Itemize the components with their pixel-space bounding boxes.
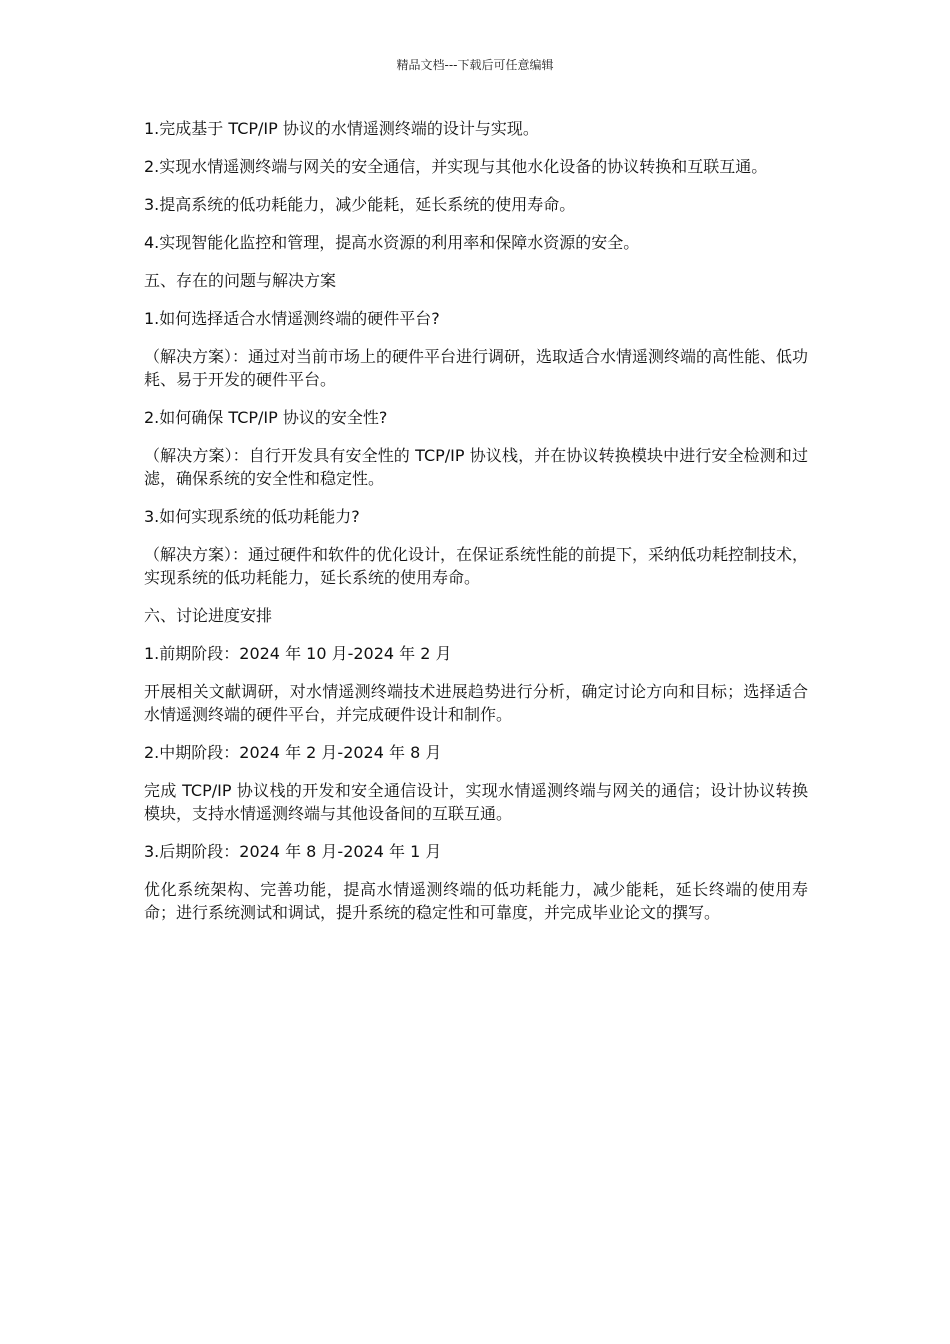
solution-2: （解决方案）：自行开发具有安全性的 TCP/IP 协议栈，并在协议转换模块中进行安全检测和过滤，确保系统的安全性和稳定性。 [144,446,808,488]
list-item-goal-4: 4.实现智能化监控和管理，提高水资源的利用率和保障水资源的安全。 [144,233,640,252]
page-header: 精品文档---下载后可任意编辑 [396,58,554,72]
solution-3: （解决方案）：通过硬件和软件的优化设计，在保证系统性能的前提下，采纳低功耗控制技术，实现系统的低功耗能力，延长系统的使用寿命。 [144,545,809,587]
phase-3-description: 优化系统架构、完善功能，提高水情遥测终端的低功耗能力，减少能耗，延长终端的使用寿命；进行系统测试和调试，提升系统的稳定性和可靠度，并完成毕业论文的撰写。 [144,880,808,922]
solution-1: （解决方案）：通过对当前市场上的硬件平台进行调研，选取适合水情遥测终端的高性能、低功耗、易于开发的硬件平台。 [144,347,809,389]
phase-2-title: 2.中期阶段：2024 年 2 月-2024 年 8 月 [144,743,442,762]
section-heading-schedule: 六、讨论进度安排 [144,606,273,625]
document-body [144,117,808,939]
phase-2-description: 完成 TCP/IP 协议栈的开发和安全通信设计，实现水情遥测终端与网关的通信；设计协议转换模块，支持水情遥测终端与其他设备间的互联互通。 [144,781,808,823]
list-item-goal-3: 3.提高系统的低功耗能力，减少能耗，延长系统的使用寿命。 [144,195,576,214]
phase-1-description: 开展相关文献调研，对水情遥测终端技术进展趋势进行分析，确定讨论方向和目标；选择适合水情遥测终端的硬件平台，并完成硬件设计和制作。 [144,682,808,724]
problem-3: 3.如何实现系统的低功耗能力? [144,507,360,526]
list-item-goal-1: 1.完成基于 TCP/IP 协议的水情遥测终端的设计与实现。 [144,119,539,138]
phase-1-title: 1.前期阶段：2024 年 10 月-2024 年 2 月 [144,644,452,663]
problem-1: 1.如何选择适合水情遥测终端的硬件平台? [144,309,440,328]
list-item-goal-2: 2.实现水情遥测终端与网关的安全通信，并实现与其他水化设备的协议转换和互联互通。 [144,157,768,176]
phase-3-title: 3.后期阶段：2024 年 8 月-2024 年 1 月 [144,842,442,861]
problem-2: 2.如何确保 TCP/IP 协议的安全性? [144,408,388,427]
section-heading-problems: 五、存在的问题与解决方案 [144,271,337,290]
